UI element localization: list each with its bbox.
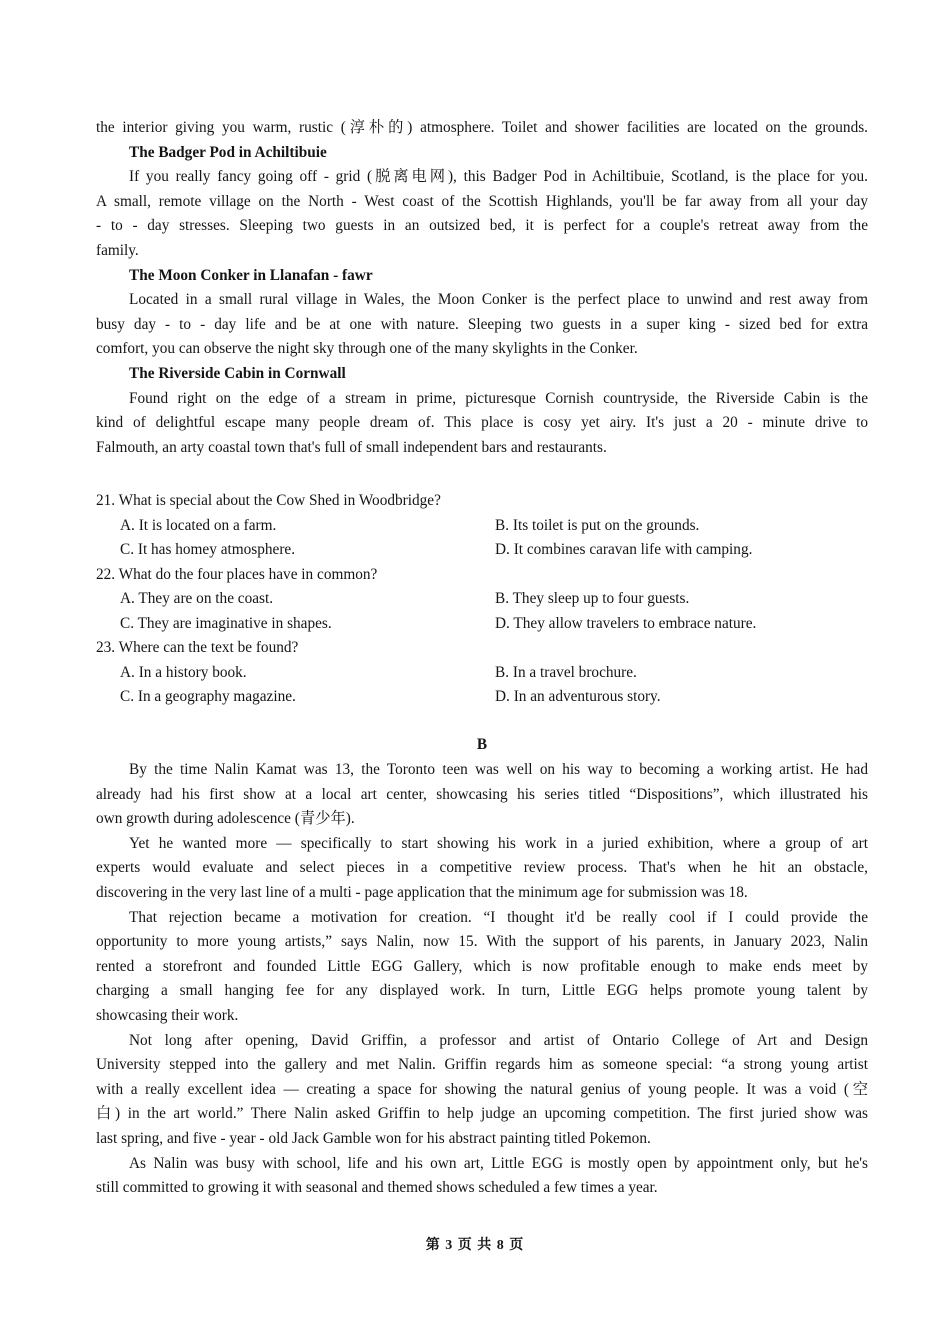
option: D. In an adventurous story. (495, 688, 661, 705)
option: C. They are imaginative in shapes. (120, 614, 332, 632)
section-heading: The Badger Pod in Achiltibuie (129, 143, 327, 161)
option: A. They are on the coast. (120, 590, 274, 607)
text-line: last spring, and five - year - old Jack Gamble won for his abstract painting titled Pokemon. (96, 1129, 651, 1147)
question-stem: 23. Where can the text be found? (96, 639, 299, 656)
text-line: the interior giving you warm, rustic (淳朴的) atmosphere. Toilet and shower facilities are located on the grounds. (96, 119, 868, 136)
text-line: busy day - to - day life and be at one with nature. Sleeping two guests in a super king - sized bed for extra (96, 315, 868, 333)
text-line: experts would evaluate and select pieces in a competitive review process. That's when he hit an obstacle, (96, 859, 868, 877)
question-stem: 21. What is special about the Cow Shed in Woodbridge? (96, 492, 441, 509)
option: C. In a geography magazine. (120, 688, 296, 705)
option: B. Its toilet is put on the grounds. (495, 516, 700, 534)
questions-21-23 (96, 489, 868, 710)
text-line: own growth during adolescence (青少年). (96, 810, 355, 828)
section-b-heading-wrap (96, 733, 868, 758)
text-line: still committed to growing it with seasonal and themed shows scheduled a few times a year. (96, 1179, 658, 1197)
text-line: with a really excellent idea — creating a space for showing the natural genius of young people. It was a void (空 (96, 1080, 868, 1098)
passage-b (96, 758, 868, 1201)
text-line: comfort, you can observe the night sky through one of the many skylights in the Conker. (96, 340, 638, 358)
text-line: already had his first show at a local art center, showcasing his series titled “Dispositions”, which illustrated his (96, 785, 868, 803)
option: C. It has homey atmosphere. (120, 541, 296, 558)
option: B. They sleep up to four guests. (495, 590, 690, 607)
section-heading: The Moon Conker in Llanafan - fawr (129, 266, 373, 284)
option: B. In a travel brochure. (495, 663, 637, 681)
text-line: Located in a small rural village in Wales, the Moon Conker is the perfect place to unwind and rest away from (129, 291, 868, 309)
text-line: charging a small hanging fee for any displayed work. In turn, Little EGG helps promote young talent by (96, 982, 868, 1000)
text-line: University stepped into the gallery and met Nalin. Griffin regards him as someone special: “a strong young artist (96, 1056, 868, 1074)
text-line: That rejection became a motivation for creation. “I thought it'd be really cool if I could provide the (129, 908, 868, 926)
options-row (96, 685, 868, 710)
text-line: Falmouth, an arty coastal town that's full of small independent bars and restaurants. (96, 438, 607, 456)
text-line: Found right on the edge of a stream in prime, picturesque Cornish countryside, the Riverside Cabin is the (129, 389, 868, 407)
text-line: showcasing their work. (96, 1006, 239, 1024)
text-line: opportunity to more young artists,” says Nalin, now 15. With the support of his parents, in January 2023, Nalin (96, 933, 868, 951)
question-stem: 22. What do the four places have in common? (96, 565, 378, 583)
text-line: Yet he wanted more — specifically to start showing his work in a juried exhibition, where a group of art (129, 834, 868, 852)
text-line: Not long after opening, David Griffin, a professor and artist of Ontario College of Art and Design (129, 1031, 868, 1049)
text-line: As Nalin was busy with school, life and his own art, Little EGG is mostly open by appointment only, but he's (129, 1154, 868, 1172)
option: D. They allow travelers to embrace nature. (495, 614, 757, 632)
text-line: family. (96, 241, 139, 259)
options-row (96, 587, 868, 612)
section-heading: The Riverside Cabin in Cornwall (129, 364, 346, 382)
options-row (96, 612, 868, 637)
text-line: 白) in the art world.” There Nalin asked Griffin to help judge an upcoming competition. The first juried show was (96, 1105, 868, 1123)
text-line: - to - day stresses. Sleeping two guests in an outsized bed, it is perfect for a couple's retreat away from the (96, 217, 868, 235)
text-line: By the time Nalin Kamat was 13, the Toronto teen was well on his way to becoming a working artist. He had (129, 761, 868, 778)
text-line: rented a storefront and founded Little EGG Gallery, which is now profitable enough to make ends meet by (96, 957, 868, 975)
section-b-heading: B (476, 736, 488, 753)
passage-a-continued (96, 116, 868, 460)
page-number: 第 3 页 共 8 页 (425, 1238, 525, 1253)
option: A. In a history book. (120, 663, 247, 681)
text-line: A small, remote village on the North - West coast of the Scottish Highlands, you'll be far away from all your day (96, 192, 868, 210)
text-line: kind of delightful escape many people dream of. This place is cosy yet airy. It's just a 20 - minute drive to (96, 414, 868, 432)
option: D. It combines caravan life with camping. (495, 541, 753, 558)
text-line: discovering in the very last line of a multi - page application that the minimum age for submission was 18. (96, 883, 748, 901)
options-row (96, 514, 868, 539)
options-row (96, 661, 868, 686)
text-line: If you really fancy going off - grid (脱离电网), this Badger Pod in Achiltibuie, Scotland, is the place for you. (129, 168, 868, 186)
options-row (96, 538, 868, 563)
option: A. It is located on a farm. (120, 516, 277, 534)
